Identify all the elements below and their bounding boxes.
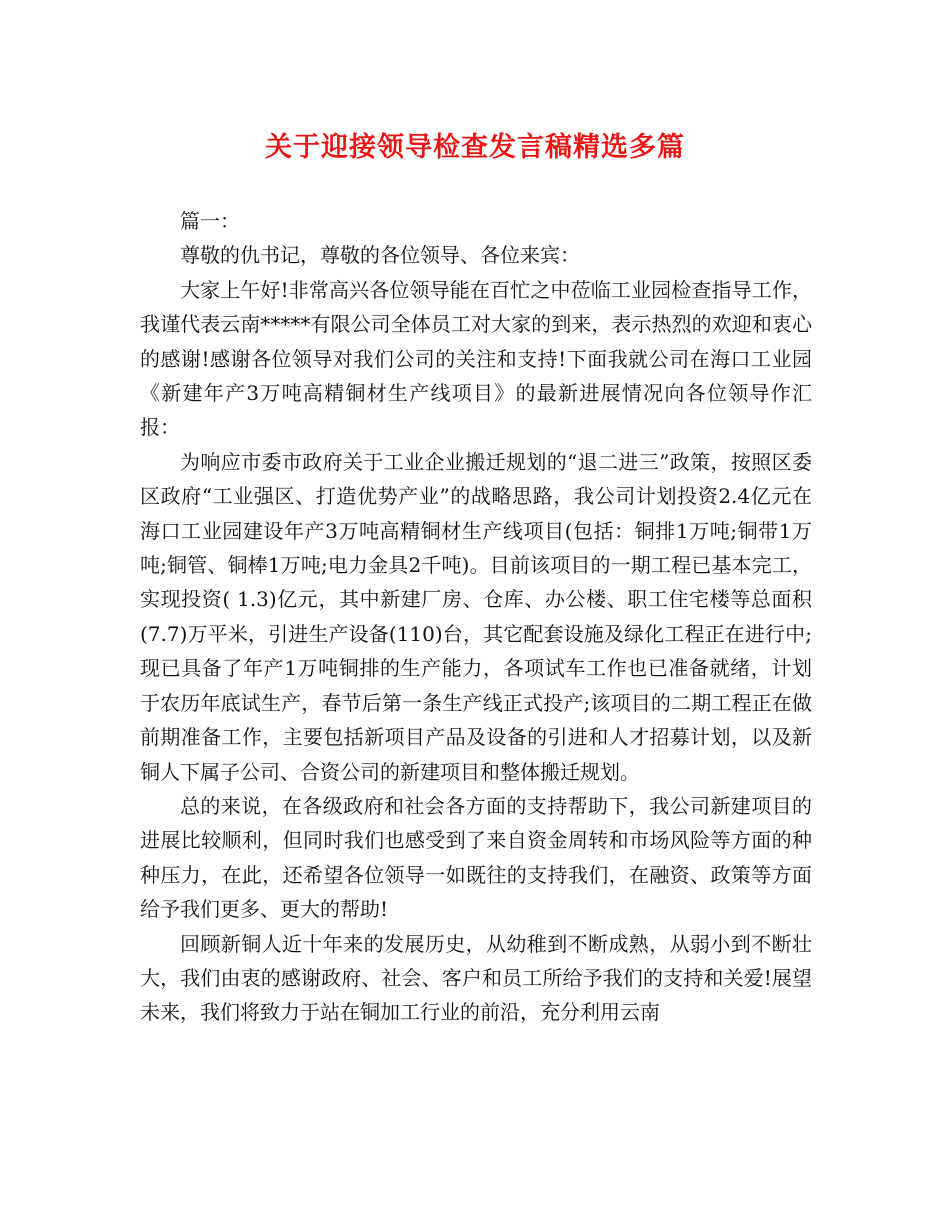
paragraph-project-progress: 为响应市委市政府关于工业企业搬迁规划的“退二进三”政策，按照区委区政府“工业强区、打造优势产业”的战略思路，我公司计划投资2.4亿元在海口工业园建设年产3万吨高精铜材生产线项目(包括：铜排1万吨;铜带1万吨;铜管、铜棒1万吨;电力金具2千吨)。目前该项目的一期工程已基本完工，实现投资( 1.3)亿元，其中新建厂房、仓库、办公楼、职工住宅楼等总面积(7.7)万平米，引进生产设备(110)台，其它配套设施及绿化工程正在进行中;现已具备了年产1万吨铜排的生产能力，各项试车工作也已准备就绪，计划于农历年底试生产，春节后第一条生产线正式投产;该项目的二期工程正在做前期准备工作，主要包括新项目产品及设备的引进和人才招募计划，以及新铜人下属子公司、合资公司的新建项目和整体搬迁规划。: [140, 449, 812, 784]
paragraph-outlook: 回顾新铜人近十年来的发展历史，从幼稚到不断成熟，从弱小到不断壮大，我们由衷的感谢政府、社会、客户和员工所给予我们的支持和关爱!展望未来，我们将致力于站在铜加工行业的前沿，充分利用云南: [140, 931, 812, 1025]
document-title: 关于迎接领导检查发言稿精选多篇: [265, 132, 685, 163]
paragraph-summary: 总的来说，在各级政府和社会各方面的支持帮助下，我公司新建项目的进展比较顺利，但同时我们也感受到了来自资金周转和市场风险等方面的种种压力，在此，还希望各位领导一如既往的支持我们，在融资、政策等方面给予我们更多、更大的帮助!: [140, 793, 812, 922]
section-heading: 篇一：: [180, 209, 240, 233]
salutation: 尊敬的仇书记，尊敬的各位领导、各位来宾：: [180, 243, 580, 268]
document-body: [140, 204, 812, 1030]
paragraph-greeting: 大家上午好!非常高兴各位领导能在百忙之中莅临工业园检查指导工作，我谨代表云南*****有限公司全体员工对大家的到来，表示热烈的欢迎和衷心的感谢!感谢各位领导对我们公司的关注和支持!下面我就公司在海口工业园《新建年产3万吨高精铜材生产线项目》的最新进展情况向各位领导作汇报：: [140, 277, 812, 440]
